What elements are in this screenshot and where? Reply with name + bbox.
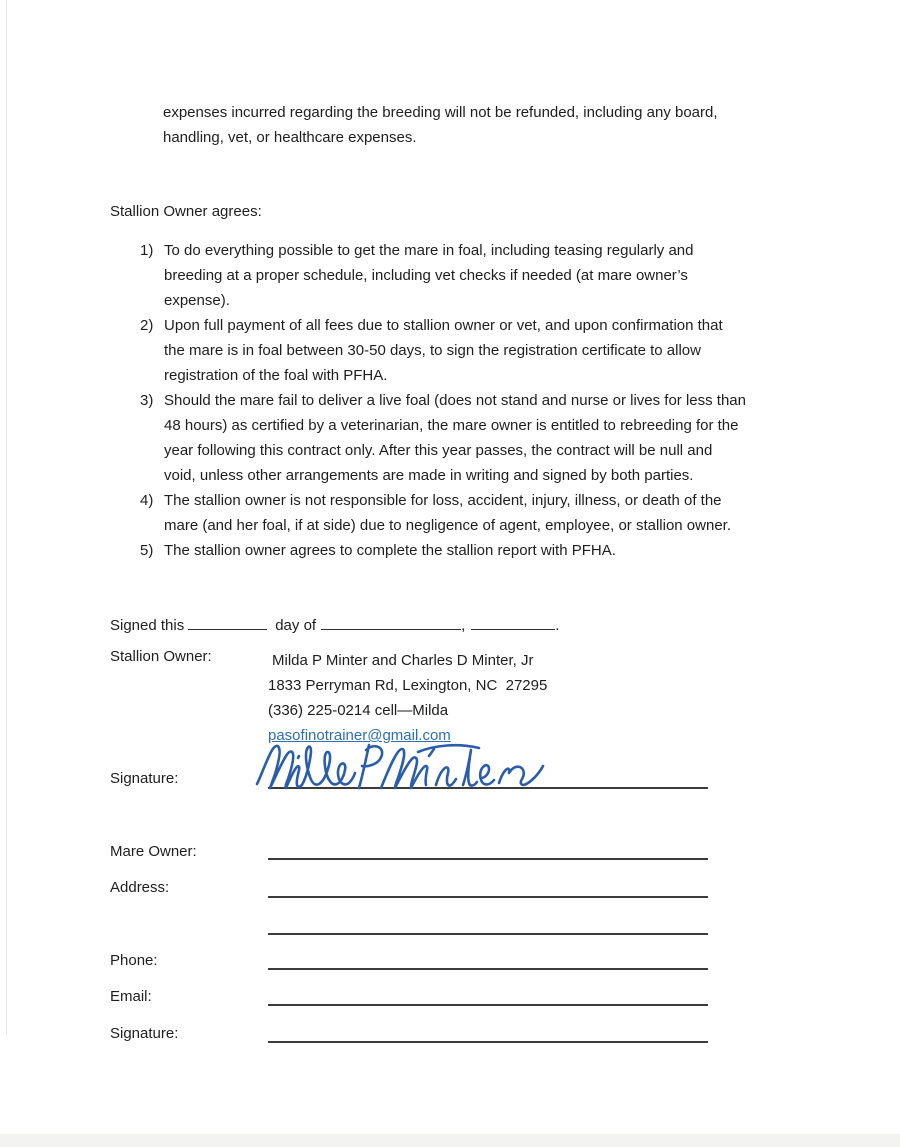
handwritten-signature [253,740,549,798]
day-blank-line [188,610,267,630]
intro-paragraph [163,100,843,150]
agreement-list [140,238,840,563]
item-number: 5) [140,542,154,559]
agreement-item-3 [140,388,840,488]
scan-edge-artifact [6,0,7,1035]
comma: , [461,617,466,634]
item-line: breeding at a proper schedule, including vet checks if needed (at mare owner’s [164,267,688,284]
item-number: 4) [140,492,154,509]
stallion-owner-details [268,648,547,748]
phone-blank-line [268,968,708,970]
mare-owner-label: Mare Owner: [110,843,197,860]
signature-label: Signature: [110,770,179,787]
address-blank-line-1 [268,896,708,898]
scan-bottom-shadow [0,1134,900,1147]
email-blank-line [268,1004,708,1006]
period: . [555,617,560,634]
agreement-item-5 [140,538,840,563]
month-blank-line [321,610,461,630]
agreement-item-2 [140,313,840,388]
stallion-owner-label: Stallion Owner: [110,648,212,665]
day-of-label: day of [275,617,317,634]
item-line: Upon full payment of all fees due to stallion owner or vet, and upon confirmation that [164,317,723,334]
stallion-owner-address: 1833 Perryman Rd, Lexington, NC 27295 [268,677,548,694]
item-line: The stallion owner agrees to complete the stallion report with PFHA. [164,542,616,559]
address-blank-line-2 [268,933,708,935]
year-blank-line [471,610,555,630]
item-line: The stallion owner is not responsible for loss, accident, injury, illness, or death of the [164,492,722,509]
item-line: expense). [164,292,230,309]
item-line: the mare is in foal between 30-50 days, to sign the registration certificate to allow [164,342,701,359]
agreement-item-1 [140,238,840,313]
item-number: 2) [140,317,154,334]
agreement-item-4 [140,488,840,538]
stallion-owner-phone: (336) 225-0214 cell—Milda [268,702,449,719]
phone-label: Phone: [110,952,158,969]
item-line: mare (and her foal, if at side) due to negligence of agent, employee, or stallion owner. [164,517,732,534]
item-line: void, unless other arrangements are made in writing and signed by both parties. [164,467,694,484]
stallion-owner-email-link: pasofinotrainer@gmail.com [268,727,451,744]
mare-owner-signature-blank-line [268,1041,708,1043]
signature-text [0,0,1,1]
stallion-owner-name: Milda P Minter and Charles D Minter, Jr [272,652,534,669]
email-label: Email: [110,988,152,1005]
item-line: registration of the foal with PFHA. [164,367,388,384]
signed-this-label: Signed this [110,617,185,634]
item-number: 3) [140,392,154,409]
item-number: 1) [140,242,154,259]
intro-line: handling, vet, or healthcare expenses. [163,129,417,146]
address-label: Address: [110,879,170,896]
item-line: To do everything possible to get the mare in foal, including teasing regularly and [164,242,694,259]
section-heading: Stallion Owner agrees: [110,203,262,220]
mare-owner-signature-label: Signature: [110,1025,179,1042]
mare-owner-blank-line [268,858,708,860]
item-line: Should the mare fail to deliver a live foal (does not stand and nurse or lives for less than [164,392,746,409]
intro-line: expenses incurred regarding the breeding will not be refunded, including any board, [163,104,718,121]
item-line: year following this contract only. After this year passes, the contract will be null and [164,442,713,459]
item-line: 48 hours) as certified by a veterinarian, the mare owner is entitled to rebreeding for the [164,417,739,434]
signed-date-line [110,610,559,634]
